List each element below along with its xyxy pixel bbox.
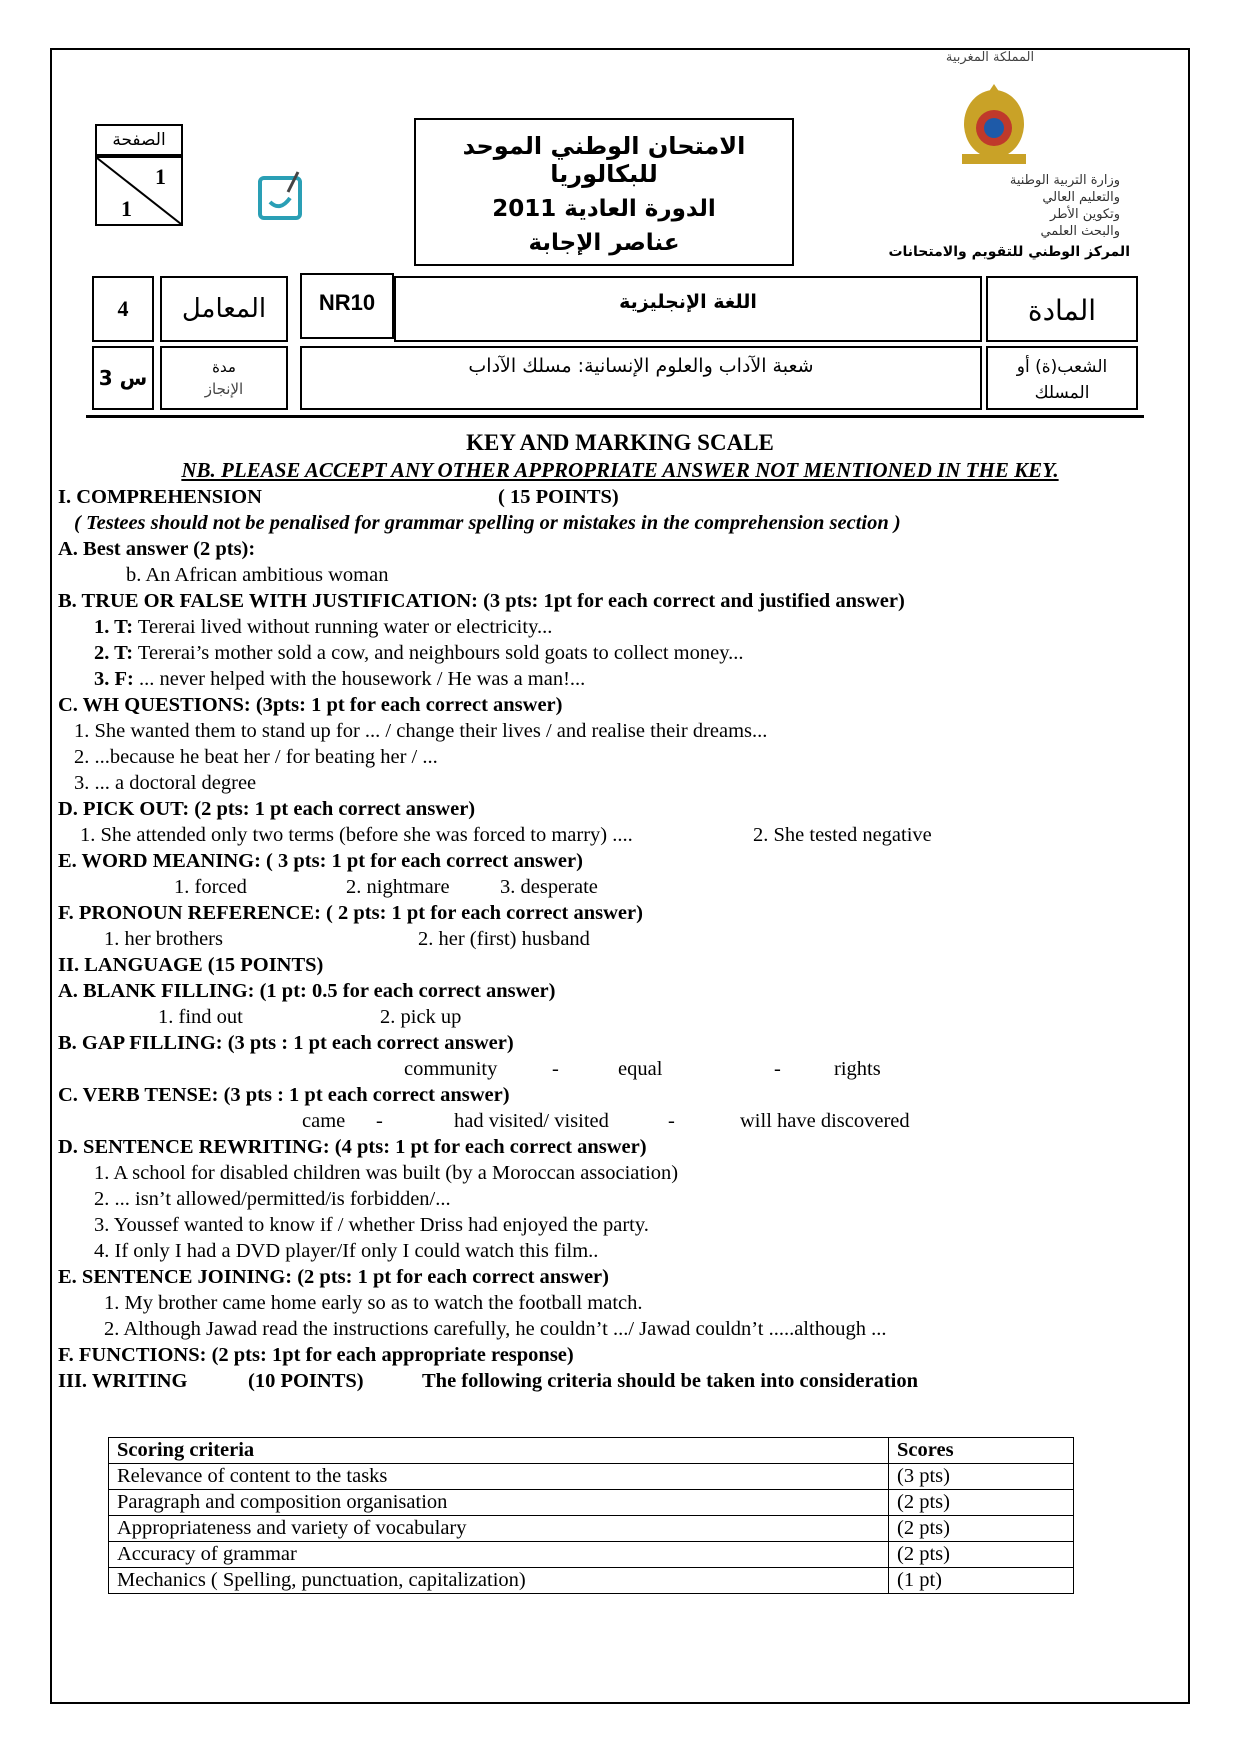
page-label: الصفحة xyxy=(112,130,166,150)
page-total: 1 xyxy=(121,196,132,221)
lang-e-title: E. SENTENCE JOINING: (2 pts: 1 pt for each correct answer) xyxy=(58,1266,609,1288)
part-b-answer-2: 2. T: Tererai’s mother sold a cow, and neighbours sold goats to collect money... xyxy=(94,642,744,664)
doc-title: KEY AND MARKING SCALE xyxy=(466,430,774,455)
table-row: Paragraph and composition organisation (2 pts) xyxy=(109,1490,1074,1516)
lang-f-title: F. FUNCTIONS: (2 pts: 1pt for each appropriate response) xyxy=(58,1344,574,1366)
table-header-row xyxy=(109,1438,1074,1464)
lang-b-answers: community - equal - rights xyxy=(404,1058,881,1080)
part-c-title: C. WH QUESTIONS: (3pts: 1 pt for each correct answer) xyxy=(58,694,563,716)
lang-d-answer-2: 2. ... isn’t allowed/permitted/is forbidden/... xyxy=(94,1188,451,1210)
part-a-title: A. Best answer (2 pts): xyxy=(58,538,256,560)
header-criteria: Scoring criteria xyxy=(109,1438,889,1464)
evaluation-center: المركز الوطني للتقويم والامتحانات xyxy=(888,244,1130,260)
lang-b-title: B. GAP FILLING: (3 pts : 1 pt each correct answer) xyxy=(58,1032,514,1054)
part-e-answer-3: 3. desperate xyxy=(500,876,598,898)
lang-a-answer-2: 2. pick up xyxy=(380,1006,462,1028)
duration-value-cell: 3 س xyxy=(92,346,154,410)
header-divider xyxy=(86,415,1144,418)
page-number-box xyxy=(95,156,183,226)
royal-emblem xyxy=(944,82,1044,172)
scoring-criteria-table xyxy=(108,1437,1074,1594)
exam-center-logo xyxy=(258,168,314,224)
part-b-title: B. TRUE OR FALSE WITH JUSTIFICATION: (3 pts: 1pt for each correct and justified answer) xyxy=(58,590,905,612)
coef-value-cell: 4 xyxy=(92,276,154,342)
part-d-title: D. PICK OUT: (2 pts: 1 pt each correct answer) xyxy=(58,798,476,820)
part-c-answer-1: 1. She wanted them to stand up for ... / change their lives / and realise their dreams... xyxy=(74,720,768,742)
part-c-answer-3: 3. ... a doctoral degree xyxy=(74,772,257,794)
exam-title-box xyxy=(414,118,794,266)
lang-c-title: C. VERB TENSE: (3 pts : 1 pt each correct answer) xyxy=(58,1084,510,1106)
table-row: Mechanics ( Spelling, punctuation, capitalization) (1 pt) xyxy=(109,1568,1074,1594)
part-d-answer-1: 1. She attended only two terms (before she was forced to marry) .... xyxy=(80,824,633,846)
section-language-title: II. LANGUAGE (15 POINTS) xyxy=(58,954,324,976)
lang-a-title: A. BLANK FILLING: (1 pt: 0.5 for each correct answer) xyxy=(58,980,556,1002)
exam-session: الدورة العادية 2011 xyxy=(492,196,716,222)
answer-elements: عناصر الإجابة xyxy=(528,230,680,256)
section-comprehension-points: ( 15 POINTS) xyxy=(498,486,619,508)
part-e-answer-2: 2. nightmare xyxy=(346,876,450,898)
key-body xyxy=(58,484,1178,1424)
duration-label-cell: مدة الإنجاز xyxy=(160,346,288,410)
table-row: Relevance of content to the tasks (3 pts) xyxy=(109,1464,1074,1490)
part-d-answer-2: 2. She tested negative xyxy=(753,824,932,846)
part-a-answer: b. An African ambitious woman xyxy=(126,564,389,586)
branch-label-cell: الشعب(ة) أو المسلك xyxy=(986,346,1138,410)
part-f-title: F. PRONOUN REFERENCE: ( 2 pts: 1 pt for each correct answer) xyxy=(58,902,643,924)
comprehension-note: ( Testees should not be penalised for grammar spelling or mistakes in the comprehension section ) xyxy=(74,512,901,534)
part-b-answer-3: 3. F: ... never helped with the housework / He was a man!... xyxy=(94,668,586,690)
branch-cell: شعبة الآداب والعلوم الإنسانية: مسلك الآداب xyxy=(300,346,982,410)
lang-e-answer-2: 2. Although Jawad read the instructions carefully, he couldn’t .../ Jawad couldn’t .....although ... xyxy=(104,1318,887,1340)
lang-d-answer-3: 3. Youssef wanted to know if / whether Driss had enjoyed the party. xyxy=(94,1214,649,1236)
lang-a-answer-1: 1. find out xyxy=(158,1006,243,1028)
lang-d-answer-1: 1. A school for disabled children was built (by a Moroccan association) xyxy=(94,1162,679,1184)
subject-code-cell: NR10 xyxy=(300,273,394,339)
part-f-answer-2: 2. her (first) husband xyxy=(418,928,590,950)
coef-label-cell: المعامل xyxy=(160,276,288,342)
header-scores: Scores xyxy=(889,1438,1074,1464)
ministry-name: وزارة التربية الوطنية والتعليم العالي وتكوين الأطر والبحث العلمي xyxy=(1009,173,1120,239)
table-row: Appropriateness and variety of vocabulary (2 pts) xyxy=(109,1516,1074,1542)
part-e-answer-1: 1. forced xyxy=(174,876,247,898)
lang-e-answer-1: 1. My brother came home early so as to watch the football match. xyxy=(104,1292,643,1314)
page-current: 1 xyxy=(155,164,166,189)
exam-title: الامتحان الوطني الموحد للبكالوريا xyxy=(462,132,746,188)
lang-c-answers: came - had visited/ visited - will have discovered xyxy=(302,1110,910,1132)
page-label-box xyxy=(95,124,183,156)
section-writing: III. WRITING (10 POINTS) The following criteria should be taken into consideration xyxy=(58,1370,919,1392)
lang-d-answer-4: 4. If only I had a DVD player/If only I could watch this film.. xyxy=(94,1240,599,1262)
table-row: Accuracy of grammar (2 pts) xyxy=(109,1542,1074,1568)
lang-d-title: D. SENTENCE REWRITING: (4 pts: 1 pt for each correct answer) xyxy=(58,1136,647,1158)
part-b-answer-1: 1. T: Tererai lived without running water or electricity... xyxy=(94,616,553,638)
part-f-answer-1: 1. her brothers xyxy=(104,928,223,950)
part-c-answer-2: 2. ...because he beat her / for beating her / ... xyxy=(74,746,438,768)
kingdom-label: المملكة المغربية xyxy=(945,50,1035,65)
part-e-title: E. WORD MEANING: ( 3 pts: 1 pt for each correct answer) xyxy=(58,850,583,872)
subject-label-cell: المادة xyxy=(986,276,1138,342)
nb-note: NB. PLEASE ACCEPT ANY OTHER APPROPRIATE ANSWER NOT MENTIONED IN THE KEY. xyxy=(181,458,1059,482)
section-comprehension-title: I. COMPREHENSION xyxy=(58,486,262,508)
subject-cell: اللغة الإنجليزية xyxy=(394,276,982,342)
